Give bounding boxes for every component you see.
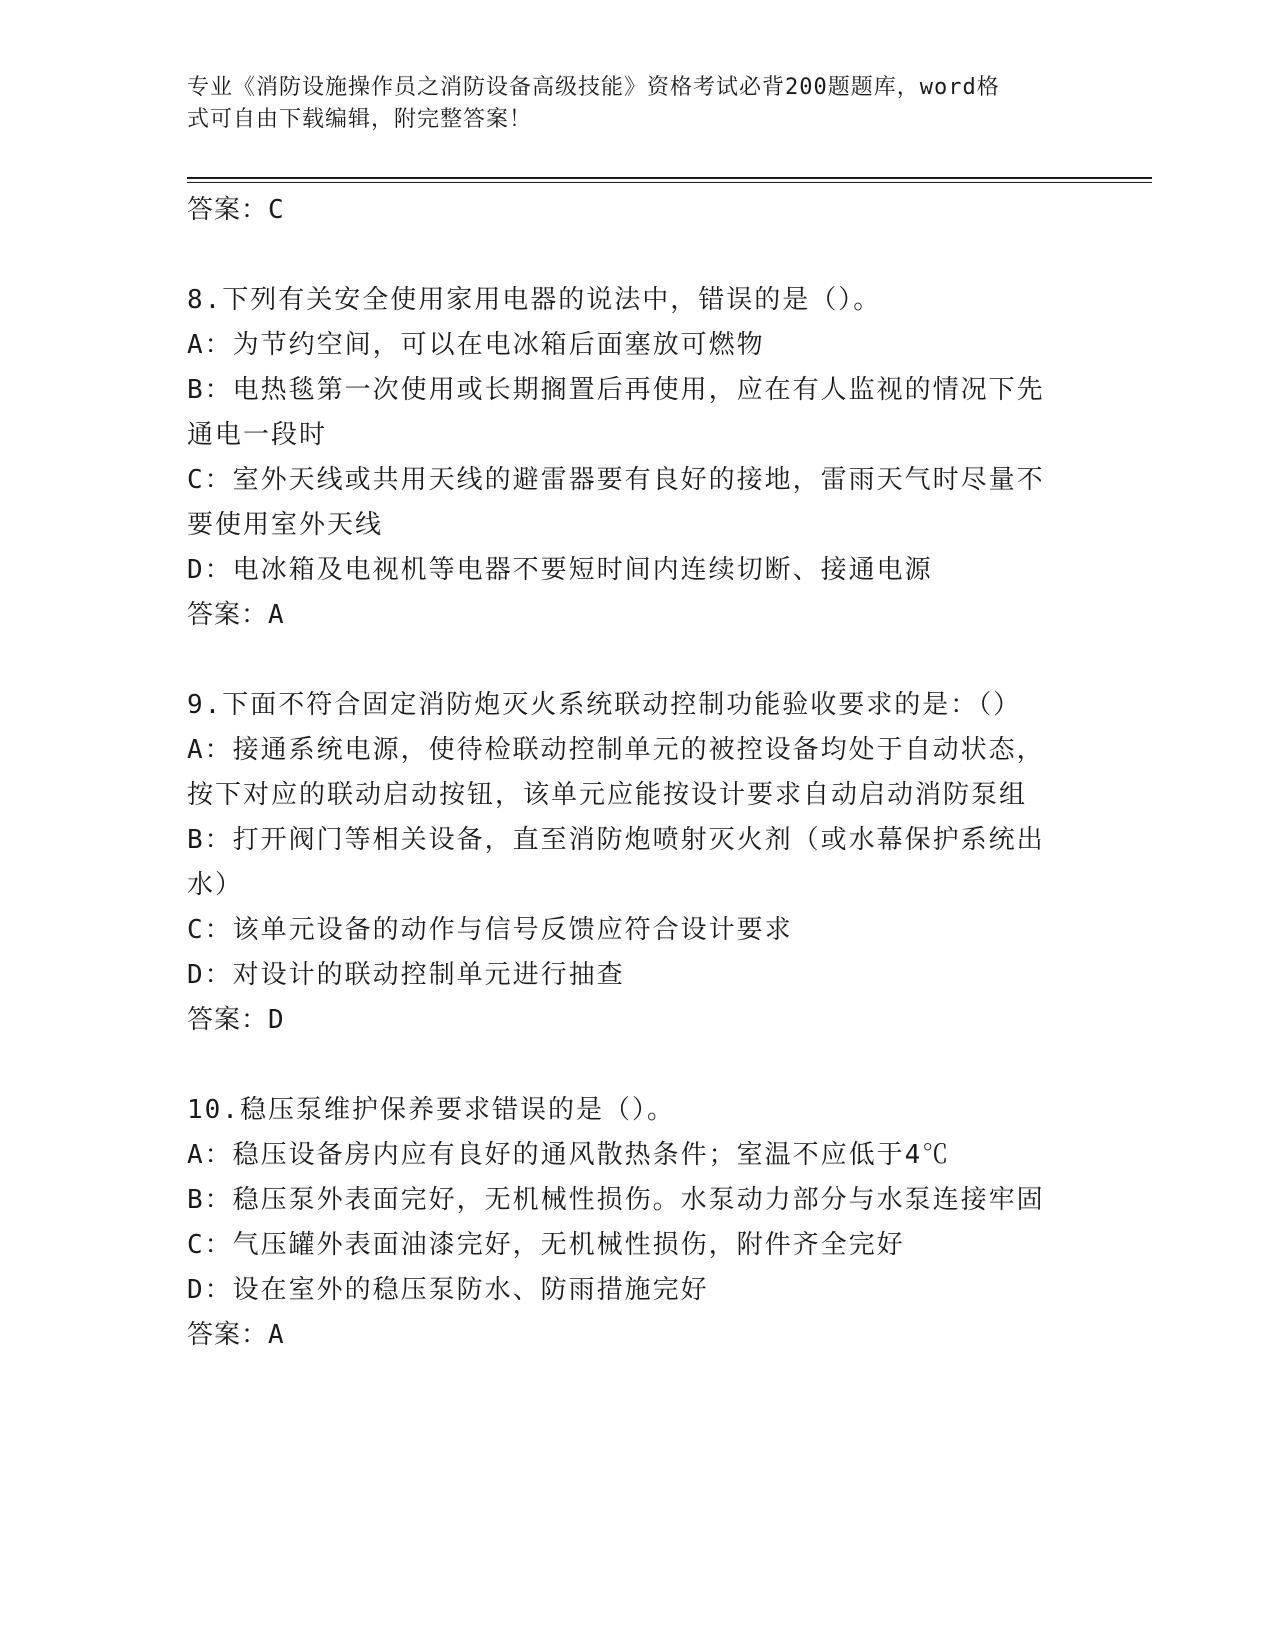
previous-answer: 答案：C xyxy=(187,195,285,225)
spacer xyxy=(187,1043,1087,1088)
answer-line: 答案：A xyxy=(187,1320,285,1350)
document-header xyxy=(187,72,1067,136)
header-divider-thin xyxy=(187,182,1152,183)
option-line: A：接通系统电源，使待检联动控制单元的被控设备均处于自动状态， xyxy=(187,735,1045,765)
option-line: C：气压罐外表面油漆完好，无机械性损伤，附件齐全完好 xyxy=(187,1230,905,1260)
option-line: 通电一段时 xyxy=(187,420,328,450)
option-line: 水） xyxy=(187,870,244,900)
question-content xyxy=(187,188,1087,1358)
option-line: B：稳压泵外表面完好，无机械性损伤。水泵动力部分与水泵连接牢固 xyxy=(187,1185,1045,1215)
header-line-1: 专业《消防设施操作员之消防设备高级技能》资格考试必背200题题库，word格 xyxy=(187,75,1000,100)
option-line: B：电热毯第一次使用或长期搁置后再使用，应在有人监视的情况下先 xyxy=(187,375,1045,405)
spacer xyxy=(187,233,1087,278)
header-divider-thick xyxy=(187,177,1152,179)
header-line-2: 式可自由下载编辑，附完整答案！ xyxy=(187,107,533,132)
option-line: C：室外天线或共用天线的避雷器要有良好的接地，雷雨天气时尽量不 xyxy=(187,465,1045,495)
option-line: A：稳压设备房内应有良好的通风散热条件；室温不应低于4℃ xyxy=(187,1140,951,1170)
option-line: D：电冰箱及电视机等电器不要短时间内连续切断、接通电源 xyxy=(187,555,933,585)
option-line: D：设在室外的稳压泵防水、防雨措施完好 xyxy=(187,1275,709,1305)
option-line: 按下对应的联动启动按钮，该单元应能按设计要求自动启动消防泵组 xyxy=(187,780,1028,810)
answer-line: 答案：D xyxy=(187,1005,285,1035)
question-stem: 8.下列有关安全使用家用电器的说法中，错误的是（）。 xyxy=(187,285,882,315)
question-stem: 9.下面不符合固定消防炮灭火系统联动控制功能验收要求的是：（） xyxy=(187,690,1022,720)
option-line: A：为节约空间，可以在电冰箱后面塞放可燃物 xyxy=(187,330,765,360)
option-line: 要使用室外天线 xyxy=(187,510,384,540)
option-line: C：该单元设备的动作与信号反馈应符合设计要求 xyxy=(187,915,793,945)
question-block-10 xyxy=(187,1088,1087,1358)
spacer xyxy=(187,638,1087,683)
question-block-8 xyxy=(187,278,1087,638)
answer-line: 答案：A xyxy=(187,600,285,630)
question-block-9 xyxy=(187,683,1087,1043)
option-line: B：打开阀门等相关设备，直至消防炮喷射灭火剂（或水幕保护系统出 xyxy=(187,825,1045,855)
question-stem: 10.稳压泵维护保养要求错误的是（）。 xyxy=(187,1095,675,1125)
option-line: D：对设计的联动控制单元进行抽查 xyxy=(187,960,625,990)
